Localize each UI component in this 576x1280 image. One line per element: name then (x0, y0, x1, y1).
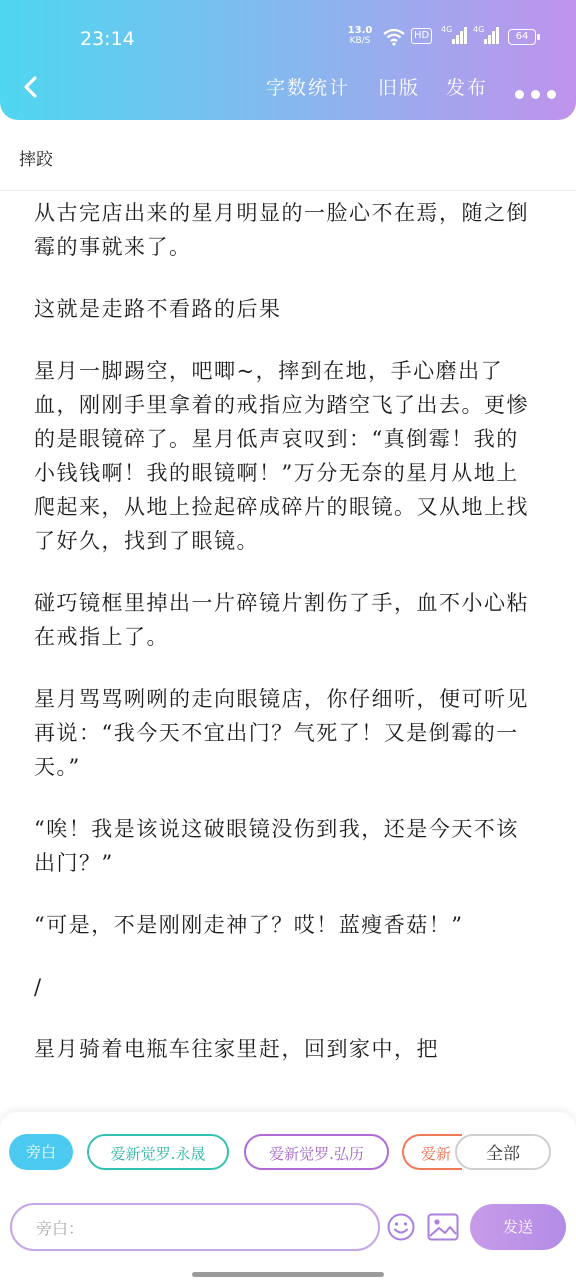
story-content[interactable] (34, 196, 534, 1116)
all-roles-button[interactable]: 全部 (455, 1134, 551, 1170)
role-chip-hongli[interactable]: 爱新觉罗.弘历 (244, 1134, 389, 1170)
signal-label: 4G (441, 25, 453, 34)
paragraph: / (34, 975, 43, 999)
paragraph: 这就是走路不看路的后果 (34, 297, 282, 321)
signal-label: 4G (473, 25, 485, 34)
role-chip-bar (0, 1134, 576, 1174)
network-speed (346, 26, 374, 46)
image-icon[interactable] (427, 1213, 459, 1245)
back-icon[interactable] (16, 72, 46, 102)
emoji-icon[interactable] (386, 1212, 416, 1246)
nav-bar (0, 66, 576, 110)
paragraph: “唉！我是该说这破眼镜没伤到我，还是今天不该出门？” (34, 817, 519, 875)
paragraph: 碰巧镜框里掉出一片碎镜片割伤了手，血不小心粘在戒指上了。 (34, 591, 529, 649)
battery-icon: 64 (508, 29, 536, 45)
message-input-box[interactable] (10, 1203, 380, 1251)
status-bar (0, 22, 576, 56)
paragraph: “可是，不是刚刚走神了？哎！蓝瘦香菇！” (34, 913, 464, 937)
divider (0, 190, 576, 191)
signal-icon (442, 26, 468, 46)
paragraph: 星月一脚踢空，吧唧~，摔到在地，手心磨出了血，刚刚手里拿着的戒指应为踏空飞了出去。更惨的是眼镜碎了。星月低声哀叹到：“真倒霉！我的小钱钱啊！我的眼镜啊！”万分无奈的星月从地上爬起来，从地上捡起碎成碎片的眼镜。又从地上找了好久，找到了眼镜。 (34, 359, 529, 553)
network-speed-unit: KB/S (349, 36, 371, 46)
role-chip-yongsheng[interactable]: 爱新觉罗.永晟 (87, 1134, 229, 1170)
chapter-title[interactable]: 摔跤 (19, 150, 53, 170)
more-icon[interactable] (515, 84, 563, 103)
paragraph: 星月骂骂咧咧的走向眼镜店，你仔细听，便可听见再说：“我今天不宜出门？气死了！又是倒霉的一天。” (34, 687, 529, 779)
compose-panel (0, 1112, 576, 1280)
role-chip-partial[interactable]: 爱新 (402, 1134, 462, 1170)
hd-badge: HD (411, 28, 432, 44)
message-input[interactable] (34, 1213, 358, 1243)
word-count-button[interactable]: 字数统计 (266, 77, 351, 99)
home-indicator[interactable] (192, 1272, 384, 1277)
network-speed-value: 13.0 (347, 25, 373, 36)
role-chip-narrator[interactable]: 旁白 (9, 1134, 73, 1170)
wifi-icon (382, 28, 406, 50)
old-version-button[interactable]: 旧版 (378, 77, 421, 99)
paragraph: 从古完店出来的星月明显的一脸心不在焉，随之倒霉的事就来了。 (34, 201, 529, 259)
publish-button[interactable]: 发布 (446, 77, 489, 99)
paragraph: 星月骑着电瓶车往家里赶，回到家中，把 (34, 1037, 439, 1061)
send-button[interactable]: 发送 (470, 1204, 566, 1250)
header-bar (0, 0, 576, 120)
status-time: 23:14 (80, 28, 135, 50)
signal-icon (474, 26, 500, 46)
